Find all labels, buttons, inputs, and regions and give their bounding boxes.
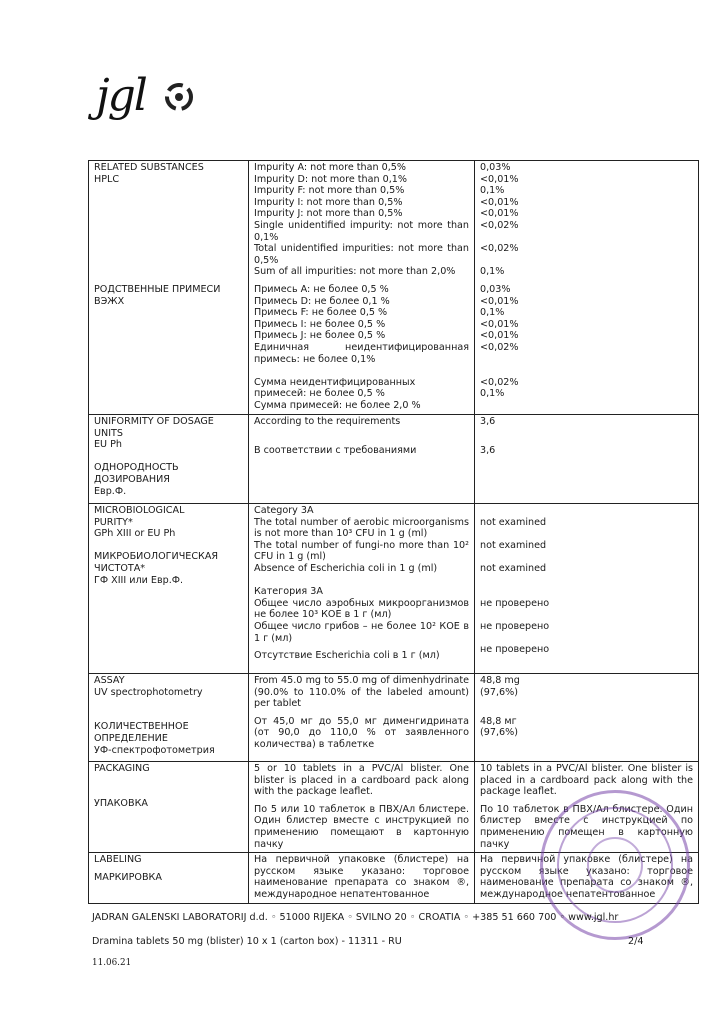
document-date: 11.06.21 [92, 958, 132, 968]
result-value-ru: (97,6%) [480, 727, 518, 739]
result-value-ru: не проверено [480, 644, 550, 656]
result-value: (97,6%) [480, 686, 518, 698]
spec-category: Category 3A [254, 505, 314, 516]
spec-line-ru: Примесь D: не более 0,1 % [254, 295, 390, 307]
result-value-ru: <0,02% [480, 341, 519, 353]
spec-line: Impurity I: not more than 0,5% [254, 196, 403, 208]
parameter-name-ru: МАРКИРОВКА [94, 871, 162, 883]
specification-table [88, 160, 699, 904]
parameter-name: PACKAGING [94, 763, 150, 774]
spec-line: 5 or 10 tablets in a PVC/Al blister. One blister is placed in a cardboard pack along with the package leaflet. [254, 763, 469, 798]
spec-line: Absence of Escherichia coli in 1 g (ml) [254, 562, 438, 574]
specification-cell [249, 674, 475, 762]
spec-line-ru: В соответствии с требованиями [254, 445, 417, 457]
result-value-ru: 3,6 [480, 445, 496, 457]
result-value: <0,01% [480, 173, 519, 185]
parameter-method-ru: Евр.Ф. [94, 485, 127, 497]
spec-line-ru: Примесь I: не более 0,5 % [254, 318, 386, 330]
spec-line-ru: Примесь F: не более 0,5 % [254, 307, 388, 319]
result-value: <0,01% [480, 196, 519, 208]
parameter-name: ASSAY [94, 675, 125, 686]
table-row-related-substances [89, 161, 699, 415]
spec-line-ru: По 5 или 10 таблеток в ПВХ/Ал блистере. Один блистер вместе с инструкцией по применению помещают в картонную пачку [254, 803, 469, 850]
parameter-cell [89, 504, 249, 674]
result-cell [475, 415, 699, 504]
spec-line-ru: Сумма примесей: не более 2,0 % [254, 399, 421, 411]
specification-cell [249, 504, 475, 674]
result-value-ru: <0,01% [480, 318, 519, 330]
spec-line-ru: На первичной упаковке (блистере) на русском языке указано: торговое наименование препарата со знаком ®, международное непатентованное [254, 854, 469, 900]
result-value: <0,01% [480, 208, 519, 220]
spec-line-ru: Единичная неидентифицированная примесь: не более 0,1% [254, 341, 469, 365]
result-value-ru: не проверено [480, 597, 550, 609]
parameter-method: UV spectrophotometry [94, 686, 203, 698]
result-value-ru: <0,01% [480, 330, 519, 342]
parameter-name: RELATED SUBSTANCES [94, 162, 204, 173]
result-value-ru: 0,1% [480, 388, 505, 400]
page-number: 2/4 [628, 936, 644, 947]
spec-line: Impurity D: not more than 0,1% [254, 173, 407, 185]
table-row-packaging [89, 762, 699, 853]
parameter-name-ru: РОДСТВЕННЫЕ ПРИМЕСИ [94, 283, 221, 295]
spec-line-ru: Общее число грибов – не более 10² КОЕ в 1 г (мл) [254, 620, 469, 644]
result-value-ru: 48,8 мг [480, 715, 517, 727]
spec-line-ru: Отсутствие Escherichia coli в 1 г (мл) [254, 650, 440, 662]
result-value-ru: <0,02% [480, 376, 519, 388]
spec-line: The total number of aerobic microorganisms is not more than 10³ CFU in 1 g (ml) [254, 516, 469, 540]
result-value: not examined [480, 516, 547, 528]
result-cell [475, 504, 699, 674]
parameter-name: LABELING [94, 854, 142, 866]
specification-cell [249, 161, 475, 415]
parameter-method: EU Ph [94, 439, 122, 451]
result-value: 0,1% [480, 266, 505, 278]
parameter-name: UNIFORMITY OF DOSAGE [94, 416, 214, 427]
result-value-ru: не проверено [480, 620, 550, 632]
result-value: 10 tablets in a PVC/Al blister. One blister is placed in a cardboard pack along with the package leaflet. [480, 763, 693, 798]
parameter-name-ru: ОПРЕДЕЛЕНИЕ [94, 732, 168, 744]
specification-cell [249, 853, 475, 903]
result-cell [475, 161, 699, 415]
spec-line-ru: Общее число аэробных микроорганизмов не более 10³ КОЕ в 1 г (мл) [254, 597, 469, 621]
result-value-ru: По 10 таблеток в ПВХ/Ал блистере. Один блистер вместе с инструкцией по применению помещен в картонную пачку [480, 803, 693, 850]
result-value: 0,1% [480, 185, 505, 197]
parameter-method-ru: УФ-спектрофотометрия [94, 744, 215, 756]
spec-line: According to the requirements [254, 416, 401, 427]
result-cell [475, 762, 699, 853]
result-value-ru: 0,03% [480, 283, 511, 295]
parameter-name-ru: МИКРОБИОЛОГИЧЕСКАЯ [94, 551, 219, 563]
logo-swirl-icon [162, 80, 196, 114]
result-value: <0,02% [480, 243, 519, 255]
table-row-assay [89, 674, 699, 762]
table-row-uniformity [89, 415, 699, 504]
document-identifier: Dramina tablets 50 mg (blister) 10 x 1 (carton box) - 11311 - RU [92, 936, 402, 947]
parameter-name-ru: КОЛИЧЕСТВЕННОЕ [94, 721, 189, 733]
specification-cell [249, 415, 475, 504]
spec-line: Impurity J: not more than 0,5% [254, 208, 403, 220]
spec-line: Impurity F: not more than 0,5% [254, 185, 405, 197]
result-value: <0,02% [480, 219, 519, 231]
result-value: 48,8 mg [480, 675, 520, 686]
specification-cell [249, 762, 475, 853]
company-logo: jgl [96, 70, 146, 121]
spec-line: The total number of fungi-no more than 10² CFU in 1 g (ml) [254, 539, 469, 563]
parameter-name-ru: ОДНОРОДНОСТЬ [94, 462, 179, 474]
result-value: not examined [480, 562, 547, 574]
table-row-labeling [89, 853, 699, 903]
result-value-ru: 0,1% [480, 307, 505, 319]
parameter-cell [89, 161, 249, 415]
parameter-name-ru: ДОЗИРОВАНИЯ [94, 473, 170, 485]
parameter-name-ru: УПАКОВКА [94, 797, 148, 809]
spec-line-ru: Примесь A: не более 0,5 % [254, 283, 389, 295]
result-cell [475, 853, 699, 903]
result-value-ru: <0,01% [480, 295, 519, 307]
table-row-microbiological [89, 504, 699, 674]
spec-line: From 45.0 mg to 55.0 mg of dimenhydrinate (90.0% to 110.0% of the labeled amount) per tablet [254, 675, 469, 710]
parameter-method: GPh XIII or EU Ph [94, 528, 176, 540]
spec-line-ru: От 45,0 мг до 55,0 мг дименгидрината (от 90,0 до 110,0 % от заявленного количества) в таблетке [254, 715, 469, 750]
parameter-name: PURITY* [94, 516, 133, 528]
result-value-ru: На первичной упаковке (блистере) на русском языке указано: торговое наименование препарата со знаком ®, международное непатентованное [480, 854, 693, 900]
spec-line: Total unidentified impurities: not more than 0,5% [254, 243, 469, 266]
parameter-method-ru: ВЭЖХ [94, 295, 125, 307]
parameter-cell [89, 674, 249, 762]
parameter-method: HPLC [94, 173, 120, 185]
spec-line: Sum of all impurities: not more than 2,0% [254, 266, 456, 278]
parameter-name: MICROBIOLOGICAL [94, 505, 185, 516]
result-value: 3,6 [480, 416, 496, 427]
parameter-method-ru: ГФ XIII или Евр.Ф. [94, 574, 184, 586]
spec-line-ru: Примесь J: не более 0,5 % [254, 330, 386, 342]
parameter-name-ru: ЧИСТОТА* [94, 562, 146, 574]
spec-line-ru: Сумма неидентифицированных примесей: не более 0,5 % [254, 376, 416, 400]
spec-line: Impurity A: not more than 0,5% [254, 162, 407, 173]
company-address-footer: JADRAN GALENSKI LABORATORIJ d.d. ◦ 51000 RIJEKA ◦ SVILNO 20 ◦ CROATIA ◦ +385 51 660 700 ◦ www.jgl.hr [92, 912, 619, 923]
spec-line: Single unidentified impurity: not more than 0,1% [254, 219, 469, 243]
result-value: 0,03% [480, 162, 511, 173]
spec-category-ru: Категория 3А [254, 586, 323, 598]
parameter-cell [89, 762, 249, 853]
parameter-cell [89, 853, 249, 903]
parameter-cell [89, 415, 249, 504]
result-cell [475, 674, 699, 762]
parameter-name: UNITS [94, 427, 123, 439]
result-value: not examined [480, 539, 547, 551]
